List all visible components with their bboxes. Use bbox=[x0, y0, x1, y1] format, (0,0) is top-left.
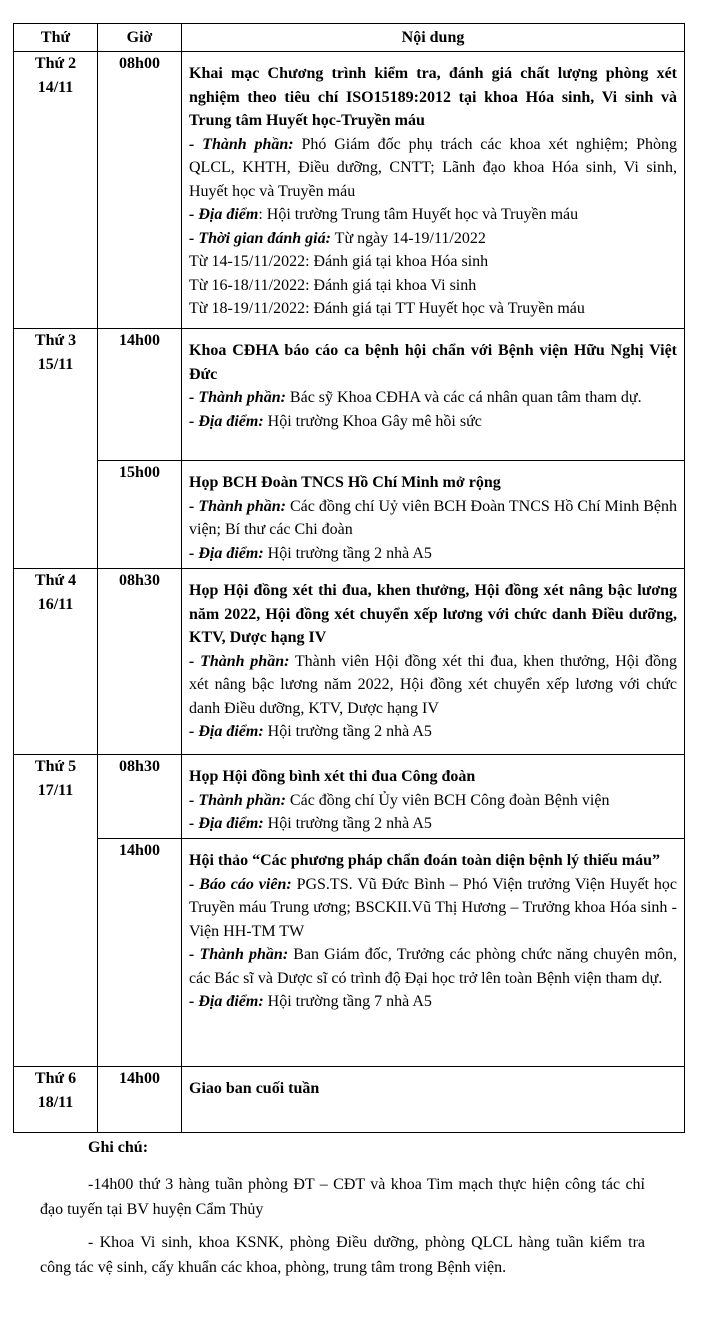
detail-label: - Địa điểm: bbox=[189, 544, 264, 562]
day-cell bbox=[14, 569, 98, 755]
day-cell bbox=[14, 755, 98, 1067]
detail-label: - Thành phần: bbox=[189, 791, 286, 809]
event-detail bbox=[189, 274, 677, 298]
event-detail bbox=[189, 297, 677, 321]
schedule-table bbox=[13, 23, 685, 1133]
day-name: Thứ 2 bbox=[34, 55, 77, 72]
detail-label: - Thành phần: bbox=[189, 946, 289, 963]
notes-title: Ghi chú: bbox=[88, 1139, 149, 1156]
content-cell bbox=[182, 461, 685, 569]
content-cell bbox=[182, 329, 685, 461]
event-title: Khoa CĐHA báo cáo ca bệnh hội chẩn với Bệnh viện Hữu Nghị Việt Đức bbox=[189, 342, 677, 383]
detail-text: Ban Giám đốc, Trưởng các phòng chức năng chuyên môn, các Bác sĩ và Dược sĩ có trình độ Đại học trở lên toàn Bệnh viện tham dự. bbox=[189, 946, 678, 987]
event-detail bbox=[189, 495, 677, 542]
detail-label: - Địa điểm: bbox=[189, 723, 264, 740]
detail-label: - Báo cáo viên: bbox=[189, 875, 292, 893]
event-detail bbox=[189, 943, 677, 990]
detail-text: Các đồng chí Ủy viên BCH Công đoàn Bệnh viện bbox=[285, 791, 610, 809]
time-cell: 14h00 bbox=[98, 1067, 182, 1133]
detail-text: Bác sỹ Khoa CĐHA và các cá nhân quan tâm tham dự. bbox=[285, 389, 642, 406]
event-detail bbox=[189, 410, 677, 434]
time-cell: 15h00 bbox=[98, 461, 182, 569]
detail-text: Hội trường tầng 2 nhà A5 bbox=[263, 544, 432, 562]
detail-text: Từ 18-19/11/2022: Đánh giá tại TT Huyết học và Truyền máu bbox=[189, 300, 585, 317]
event-detail bbox=[189, 650, 677, 721]
day-cell bbox=[14, 329, 98, 569]
content-cell bbox=[182, 569, 685, 755]
schedule-row bbox=[14, 839, 685, 1067]
schedule-row bbox=[14, 1067, 685, 1133]
time-cell: 14h00 bbox=[98, 839, 182, 1067]
event-detail bbox=[189, 873, 677, 944]
detail-label: - Địa điểm: bbox=[189, 993, 264, 1010]
header-row bbox=[14, 24, 685, 52]
day-date: 14/11 bbox=[37, 78, 74, 96]
schedule-row bbox=[14, 461, 685, 569]
day-date: 16/11 bbox=[37, 595, 74, 613]
detail-text: Hội trường tầng 2 nhà A5 bbox=[263, 815, 432, 832]
detail-text: PGS.TS. Vũ Đức Bình – Phó Viện trưởng Viện Huyết học Truyền máu Trung ương; BSCKII.Vũ Thị Hương – Trưởng khoa Hóa sinh - Viện HH-TM TW bbox=[189, 875, 677, 940]
event-detail bbox=[189, 789, 677, 813]
day-cell bbox=[14, 52, 98, 329]
detail-label: - Địa điểm: bbox=[189, 815, 264, 832]
content-cell bbox=[182, 839, 685, 1067]
event-detail bbox=[189, 227, 677, 251]
event-detail bbox=[189, 720, 677, 744]
detail-text: Phó Giám đốc phụ trách các khoa xét nghiệm; Phòng QLCL, KHTH, Điều dưỡng, CNTT; Lãnh đạo khoa Hóa sinh, Vi sinh, Huyết học và Truyền máu bbox=[189, 135, 678, 200]
header-content: Nội dung bbox=[182, 24, 685, 52]
detail-text: : Hội trường Trung tâm Huyết học và Truyền máu bbox=[258, 206, 579, 223]
schedule-row bbox=[14, 569, 685, 755]
detail-text: Hội trường Khoa Gây mê hồi sức bbox=[263, 412, 482, 430]
content-cell bbox=[182, 755, 685, 839]
event-detail bbox=[189, 386, 677, 410]
event-title: Giao ban cuối tuần bbox=[189, 1080, 320, 1097]
day-name: Thứ 5 bbox=[34, 758, 77, 775]
header-day: Thứ bbox=[14, 24, 98, 52]
detail-text: Thành viên Hội đồng xét thi đua, khen thưởng, Hội đồng xét nâng bậc lương năm 2022, Hội đồng xét chuyển xếp lương với chức danh Điều dưỡng, KTV, Dược hạng IV bbox=[189, 652, 677, 717]
schedule-row bbox=[14, 52, 685, 329]
detail-label: - Địa điểm bbox=[189, 206, 259, 223]
note-item: - Khoa Vi sinh, khoa KSNK, phòng Điều dưỡng, phòng QLCL hàng tuần kiểm tra công tác vệ sinh, cấy khuẩn các khoa, phòng, trung tâm trong Bệnh viện. bbox=[40, 1233, 645, 1276]
note-item: -14h00 thứ 3 hàng tuần phòng ĐT – CĐT và khoa Tim mạch thực hiện công tác chỉ đạo tuyến tại BV huyện Cẩm Thủy bbox=[40, 1175, 645, 1218]
detail-text: Từ ngày 14-19/11/2022 bbox=[330, 229, 486, 247]
detail-text: Các đồng chí Uỷ viên BCH Đoàn TNCS Hồ Chí Minh Bệnh viện; Bí thư các Chi đoàn bbox=[189, 497, 678, 538]
header-time: Giờ bbox=[98, 24, 182, 52]
event-detail bbox=[189, 812, 677, 836]
content-cell bbox=[182, 1067, 685, 1133]
time-cell: 08h30 bbox=[98, 755, 182, 839]
event-title: Họp BCH Đoàn TNCS Hồ Chí Minh mở rộng bbox=[189, 474, 501, 491]
detail-text: Từ 14-15/11/2022: Đánh giá tại khoa Hóa sinh bbox=[189, 253, 489, 270]
detail-label: - Địa điểm: bbox=[189, 412, 264, 430]
content-cell bbox=[182, 52, 685, 329]
event-title: Khai mạc Chương trình kiểm tra, đánh giá chất lượng phòng xét nghiệm theo tiêu chí ISO15189:2012 tại khoa Hóa sinh, Vi sinh và Trung tâm Huyết học-Truyền máu bbox=[189, 65, 677, 129]
schedule-row bbox=[14, 329, 685, 461]
event-detail bbox=[189, 250, 677, 274]
time-cell: 08h00 bbox=[98, 52, 182, 329]
day-name: Thứ 3 bbox=[34, 332, 77, 349]
detail-label: - Thành phần: bbox=[189, 135, 294, 153]
detail-label: - Thành phần: bbox=[189, 497, 286, 515]
event-detail bbox=[189, 542, 677, 566]
day-cell bbox=[14, 1067, 98, 1133]
detail-text: Hội trường tầng 7 nhà A5 bbox=[263, 993, 432, 1010]
detail-label: - Thành phần: bbox=[189, 652, 290, 670]
detail-label: - Thành phần: bbox=[189, 389, 286, 406]
day-date: 15/11 bbox=[37, 355, 74, 373]
event-title: Họp Hội đồng xét thi đua, khen thưởng, Hội đồng xét nâng bậc lương năm 2022, Hội đồng xét chuyển xếp lương với chức danh Điều dưỡng, KTV, Dược hạng IV bbox=[189, 582, 677, 646]
event-detail bbox=[189, 203, 677, 227]
event-detail bbox=[189, 990, 677, 1014]
time-cell: 14h00 bbox=[98, 329, 182, 461]
detail-text: Từ 16-18/11/2022: Đánh giá tại khoa Vi sinh bbox=[189, 276, 477, 294]
day-date: 17/11 bbox=[37, 781, 74, 799]
event-detail bbox=[189, 133, 677, 204]
notes-section bbox=[40, 1136, 645, 1288]
schedule-body bbox=[14, 52, 685, 1133]
event-title: Họp Hội đồng bình xét thi đua Công đoàn bbox=[189, 768, 476, 785]
day-date: 18/11 bbox=[37, 1093, 74, 1111]
detail-label: - Thời gian đánh giá: bbox=[189, 229, 331, 247]
day-name: Thứ 4 bbox=[34, 572, 77, 589]
time-cell: 08h30 bbox=[98, 569, 182, 755]
detail-text: Hội trường tầng 2 nhà A5 bbox=[263, 723, 432, 740]
event-title: Hội thảo “Các phương pháp chẩn đoán toàn diện bệnh lý thiếu máu” bbox=[189, 852, 661, 869]
day-name: Thứ 6 bbox=[34, 1070, 77, 1087]
schedule-row bbox=[14, 755, 685, 839]
